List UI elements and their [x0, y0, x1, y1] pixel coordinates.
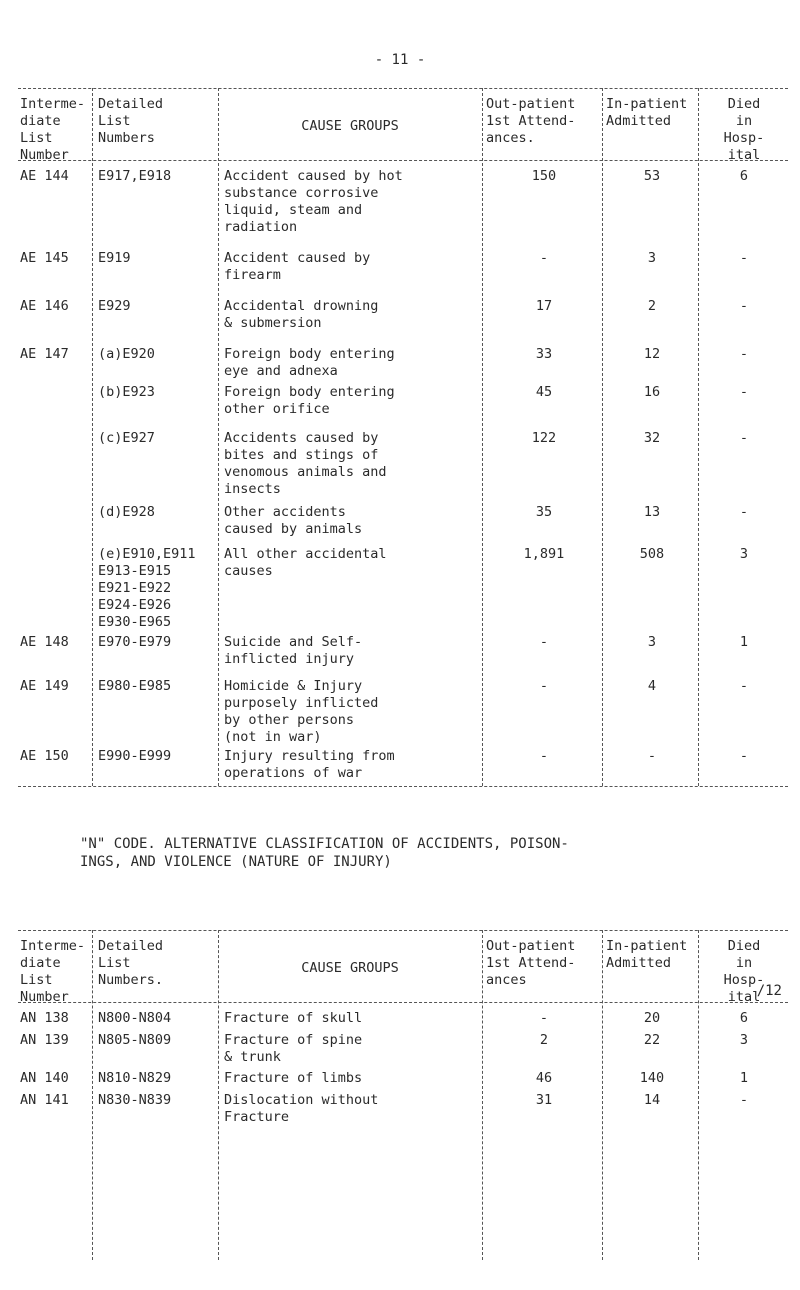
row-outpatient-count: 150	[531, 168, 557, 184]
column-divider	[218, 88, 219, 786]
row-detailed-numbers: N805-N809	[98, 1032, 172, 1048]
column-divider	[698, 930, 699, 1260]
row-inpatient-count: 3	[647, 250, 657, 266]
page-footer: /12	[756, 983, 782, 999]
row-detailed-numbers: (b)E923	[98, 384, 155, 400]
row-inpatient-count: 16	[643, 384, 661, 400]
row-inpatient-count: 14	[643, 1092, 661, 1108]
row-died-count: -	[739, 346, 749, 362]
row-died-count: 1	[739, 634, 749, 650]
row-detailed-numbers: (e)E910,E911 E913-E915 E921-E922 E924-E926 E930-E965	[98, 546, 196, 630]
header-died: Died in Hosp- ital	[723, 96, 765, 163]
row-cause-group: Homicide & Injury purposely inflicted by other persons (not in war)	[224, 678, 379, 745]
header-inpatient: In-patient Admitted	[606, 96, 688, 129]
row-died-count: -	[739, 1092, 749, 1108]
header-detailed: Detailed List Numbers.	[98, 938, 164, 988]
header-cause-groups: CAUSE GROUPS	[301, 960, 399, 976]
column-divider	[602, 88, 603, 786]
row-detailed-numbers: E917,E918	[98, 168, 172, 184]
row-inpatient-count: 508	[639, 546, 665, 562]
column-divider	[92, 88, 93, 786]
column-divider	[698, 88, 699, 786]
row-intermediate-number: AN 139	[20, 1032, 69, 1048]
row-died-count: 6	[739, 1010, 749, 1026]
row-cause-group: Suicide and Self- inflicted injury	[224, 634, 363, 667]
row-died-count: 1	[739, 1070, 749, 1086]
row-inpatient-count: 12	[643, 346, 661, 362]
row-detailed-numbers: (d)E928	[98, 504, 155, 520]
row-inpatient-count: 20	[643, 1010, 661, 1026]
row-inpatient-count: -	[647, 748, 657, 764]
row-inpatient-count: 53	[643, 168, 661, 184]
row-died-count: -	[739, 430, 749, 446]
row-outpatient-count: 31	[535, 1092, 553, 1108]
row-inpatient-count: 22	[643, 1032, 661, 1048]
row-died-count: -	[739, 298, 749, 314]
table-top-rule	[18, 88, 788, 89]
table-bottom-rule	[18, 786, 788, 787]
header-rule	[18, 160, 788, 161]
row-died-count: -	[739, 504, 749, 520]
row-cause-group: Accidental drowning & submersion	[224, 298, 379, 331]
row-cause-group: Foreign body entering other orifice	[224, 384, 395, 417]
header-detailed: Detailed List Numbers	[98, 96, 164, 146]
header-outpatient: Out-patient 1st Attend- ances	[486, 938, 576, 988]
row-cause-group: Accidents caused by bites and stings of venomous animals and insects	[224, 430, 387, 497]
row-intermediate-number: AN 141	[20, 1092, 69, 1108]
row-died-count: -	[739, 678, 749, 694]
row-detailed-numbers: E929	[98, 298, 131, 314]
row-cause-group: Accident caused by firearm	[224, 250, 371, 283]
row-cause-group: Fracture of skull	[224, 1010, 363, 1026]
row-detailed-numbers: N830-N839	[98, 1092, 172, 1108]
row-detailed-numbers: E970-E979	[98, 634, 172, 650]
row-detailed-numbers: E919	[98, 250, 131, 266]
header-cause-groups: CAUSE GROUPS	[301, 118, 399, 134]
row-inpatient-count: 3	[647, 634, 657, 650]
nature-of-injury-table	[18, 930, 788, 1260]
row-inpatient-count: 13	[643, 504, 661, 520]
row-detailed-numbers: N810-N829	[98, 1070, 172, 1086]
row-outpatient-count: -	[539, 748, 549, 764]
row-outpatient-count: 35	[535, 504, 553, 520]
section-title: "N" CODE. ALTERNATIVE CLASSIFICATION OF ACCIDENTS, POISON- INGS, AND VIOLENCE (NATURE OF INJURY)	[80, 836, 569, 870]
column-divider	[482, 930, 483, 1260]
row-outpatient-count: -	[539, 250, 549, 266]
page-number: - 11 -	[374, 52, 426, 68]
row-cause-group: Injury resulting from operations of war	[224, 748, 395, 781]
row-intermediate-number: AE 147	[20, 346, 69, 362]
row-outpatient-count: 122	[531, 430, 557, 446]
accidents-table	[18, 88, 788, 788]
row-outpatient-count: -	[539, 634, 549, 650]
row-intermediate-number: AE 150	[20, 748, 69, 764]
row-cause-group: Fracture of limbs	[224, 1070, 363, 1086]
header-died: Died in Hosp- ital	[723, 938, 765, 1005]
row-detailed-numbers: (c)E927	[98, 430, 155, 446]
header-rule	[18, 1002, 788, 1003]
row-cause-group: Accident caused by hot substance corrosive liquid, steam and radiation	[224, 168, 403, 235]
row-cause-group: Other accidents caused by animals	[224, 504, 363, 537]
row-outpatient-count: 17	[535, 298, 553, 314]
row-detailed-numbers: (a)E920	[98, 346, 155, 362]
row-intermediate-number: AE 149	[20, 678, 69, 694]
table-top-rule	[18, 930, 788, 931]
row-detailed-numbers: E980-E985	[98, 678, 172, 694]
column-divider	[602, 930, 603, 1260]
row-inpatient-count: 4	[647, 678, 657, 694]
row-outpatient-count: 46	[535, 1070, 553, 1086]
row-detailed-numbers: E990-E999	[98, 748, 172, 764]
row-cause-group: Foreign body entering eye and adnexa	[224, 346, 395, 379]
row-inpatient-count: 140	[639, 1070, 665, 1086]
header-inpatient: In-patient Admitted	[606, 938, 688, 971]
row-cause-group: Dislocation without Fracture	[224, 1092, 379, 1125]
header-outpatient: Out-patient 1st Attend- ances.	[486, 96, 576, 146]
row-died-count: 3	[739, 1032, 749, 1048]
header-intermediate: Interme- diate List Number	[20, 96, 86, 163]
row-outpatient-count: -	[539, 1010, 549, 1026]
row-outpatient-count: 1,891	[523, 546, 565, 562]
row-outpatient-count: 45	[535, 384, 553, 400]
row-died-count: -	[739, 384, 749, 400]
column-divider	[92, 930, 93, 1260]
row-cause-group: Fracture of spine & trunk	[224, 1032, 363, 1065]
row-intermediate-number: AN 140	[20, 1070, 69, 1086]
row-died-count: -	[739, 748, 749, 764]
row-inpatient-count: 32	[643, 430, 661, 446]
row-inpatient-count: 2	[647, 298, 657, 314]
row-detailed-numbers: N800-N804	[98, 1010, 172, 1026]
row-died-count: 6	[739, 168, 749, 184]
row-died-count: 3	[739, 546, 749, 562]
row-cause-group: All other accidental causes	[224, 546, 387, 579]
row-outpatient-count: 2	[539, 1032, 549, 1048]
row-intermediate-number: AE 144	[20, 168, 69, 184]
row-intermediate-number: AN 138	[20, 1010, 69, 1026]
row-intermediate-number: AE 148	[20, 634, 69, 650]
column-divider	[482, 88, 483, 786]
header-intermediate: Interme- diate List Number	[20, 938, 86, 1005]
row-intermediate-number: AE 146	[20, 298, 69, 314]
row-outpatient-count: -	[539, 678, 549, 694]
row-died-count: -	[739, 250, 749, 266]
row-outpatient-count: 33	[535, 346, 553, 362]
row-intermediate-number: AE 145	[20, 250, 69, 266]
column-divider	[218, 930, 219, 1260]
